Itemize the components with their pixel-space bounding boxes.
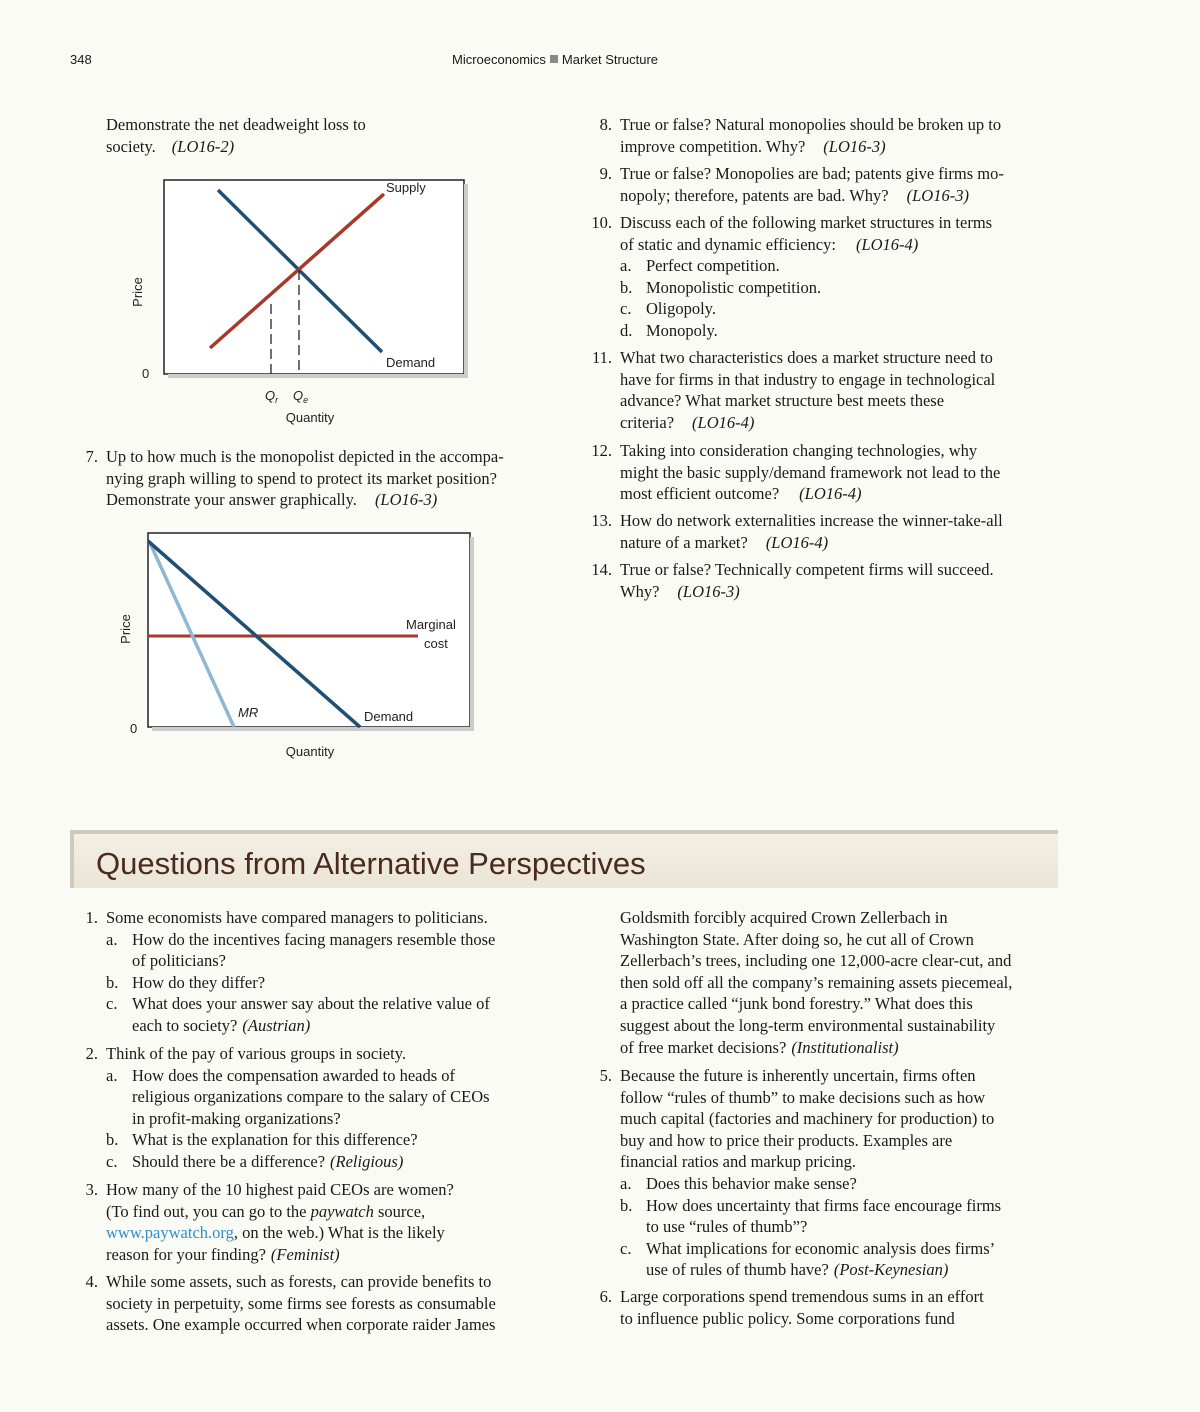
sub-item: b. How does uncertainty that firms face encourage firms to use “rules of thumb”? <box>620 1195 1002 1237</box>
x-axis-label: Quantity <box>285 410 335 425</box>
demand-label: Demand <box>386 355 436 370</box>
perspective-tag: (Post-Keynesian) <box>833 1260 949 1280</box>
question-number: 13. <box>591 511 612 530</box>
sub-item: a. How do the incentives facing managers resemble those of politicians? <box>106 929 496 971</box>
qr-label: $Q_r$ <box>265 388 279 405</box>
perspective-tag: (Religious) <box>330 1151 404 1171</box>
question-line: Discuss each of the following market structures in terms <box>620 213 993 232</box>
qe-label: $Q_e$ <box>293 388 309 405</box>
learning-objective: (LO16-3) <box>906 185 969 205</box>
sub-item: c. Should there be a difference? (Religious) <box>106 1151 404 1171</box>
learning-objective: (LO16-4) <box>799 484 862 504</box>
learning-objective: (LO16-4) <box>692 412 755 432</box>
question-line: of static and dynamic efficiency: (LO16-4) <box>620 234 919 254</box>
sub-item: b. How do they differ? <box>106 972 266 992</box>
question-number: 4. <box>85 1272 98 1291</box>
running-header <box>452 52 658 67</box>
mc-label-2: cost <box>424 636 448 651</box>
sub-item: a. Perfect competition. <box>620 256 780 276</box>
question-number: 3. <box>85 1180 98 1199</box>
question-line: of free market decisions? (Institutionalist) <box>620 1037 899 1057</box>
question-line: Up to how much is the monopolist depicted in the accompa- <box>106 447 504 466</box>
origin-label: 0 <box>142 366 150 381</box>
question-line: society in perpetuity, some firms see forests as consumable <box>106 1293 496 1313</box>
supply-label: Supply <box>386 180 426 195</box>
paywatch-link[interactable]: www.paywatch.org <box>106 1223 234 1243</box>
question-number: 6. <box>599 1287 612 1306</box>
question-line: criteria? (LO16-4) <box>620 412 755 432</box>
sub-item: d. Monopoly. <box>620 320 718 340</box>
question-line: reason for your finding? (Feminist) <box>106 1244 340 1264</box>
question-line: Taking into consideration changing technologies, why <box>620 441 978 460</box>
question-line: have for firms in that industry to engage in technological <box>620 369 996 389</box>
page-number: 348 <box>70 52 92 67</box>
question-line: While some assets, such as forests, can provide benefits to <box>106 1272 492 1291</box>
mr-label: MR <box>238 705 259 720</box>
question-line: much capital (factories and machinery for production) to <box>620 1109 995 1129</box>
origin-label: 0 <box>130 721 138 736</box>
question-number: 8. <box>599 115 612 134</box>
question-number: 2. <box>85 1044 98 1063</box>
question-line: to influence public policy. Some corporations fund <box>620 1308 955 1328</box>
perspective-tag: (Austrian) <box>242 1015 311 1035</box>
question-line: advance? What market structure best meets these <box>620 391 945 411</box>
sub-item: a. How does the compensation awarded to heads of religious organizations compare to the salary of CEOs in profit-making organizations? <box>106 1065 490 1128</box>
section-heading: Questions from Alternative Perspectives <box>96 846 646 881</box>
learning-objective: (LO16-3) <box>823 136 886 156</box>
question-line: then sold off all the company’s remaining assets piecemeal, <box>620 972 1013 992</box>
question-line: Goldsmith forcibly acquired Crown Zellerbach in <box>620 908 948 927</box>
alt-question-4-continued <box>620 907 1070 1058</box>
question-line: True or false? Monopolies are bad; patents give firms mo- <box>620 164 1004 183</box>
question-line: follow “rules of thumb” to make decisions such as how <box>620 1087 986 1107</box>
question-line: buy and how to price their products. Examples are <box>620 1130 953 1150</box>
intro-line: society. (LO16-2) <box>106 136 235 156</box>
learning-objective: (LO16-2) <box>171 136 235 156</box>
monopoly-graph <box>110 525 480 770</box>
question-line: most efficient outcome? (LO16-4) <box>620 484 862 504</box>
question-line: How do network externalities increase the winner-take-all <box>620 511 1003 530</box>
question-line: How many of the 10 highest paid CEOs are women? <box>106 1180 454 1199</box>
question-line: financial ratios and markup pricing. <box>620 1152 856 1172</box>
question-line: True or false? Natural monopolies should be broken up to <box>620 115 1002 134</box>
question-number: 7. <box>85 447 98 466</box>
sub-item: c. What implications for economic analysis does firms’ use of rules of thumb have? (Post-Keynesian) <box>620 1238 996 1280</box>
y-axis-label: Price <box>130 277 145 307</box>
learning-objective: (LO16-4) <box>855 234 919 254</box>
sub-item: a. Does this behavior make sense? <box>620 1173 857 1193</box>
question-line: www.paywatch.org, on the web.) What is the likely <box>106 1223 445 1243</box>
question-line: Washington State. After doing so, he cut all of Crown <box>620 929 974 949</box>
mc-label-1: Marginal <box>406 617 456 632</box>
question-line: Demonstrate your answer graphically. (LO16-3) <box>106 490 438 510</box>
question-line: nature of a market? (LO16-4) <box>620 532 829 552</box>
intro-text <box>106 114 366 157</box>
section-banner <box>70 830 1058 888</box>
sub-item: c. What does your answer say about the relative value of each to society? (Austrian) <box>106 994 490 1035</box>
sub-item: b. Monopolistic competition. <box>620 277 822 297</box>
question-number: 11. <box>591 348 612 367</box>
sub-item: c. Oligopoly. <box>620 299 716 319</box>
question-line: might the basic supply/demand framework not lead to the <box>620 462 1001 482</box>
perspective-tag: (Feminist) <box>270 1244 340 1264</box>
question-line: Because the future is inherently uncertain, firms often <box>620 1066 976 1085</box>
question-line: What two characteristics does a market structure need to <box>620 348 993 367</box>
question-line: Zellerbach’s trees, including one 12,000-acre clear-cut, and <box>620 951 1012 971</box>
perspective-tag: (Institutionalist) <box>791 1037 899 1057</box>
question-line: assets. One example occurred when corporate raider James <box>106 1315 496 1335</box>
learning-objective: (LO16-3) <box>374 490 438 510</box>
intro-line: Demonstrate the net deadweight loss to <box>106 115 366 134</box>
graph1-plot-area <box>164 180 464 374</box>
question-line: True or false? Technically competent firms will succeed. <box>620 560 994 579</box>
question-number: 1. <box>85 908 98 927</box>
question-number: 5. <box>599 1066 612 1085</box>
question-line: Some economists have compared managers to politicians. <box>106 908 488 927</box>
question-number: 14. <box>591 560 612 579</box>
question-number: 12. <box>591 441 612 460</box>
question-line: Think of the pay of various groups in society. <box>106 1044 406 1063</box>
learning-objective: (LO16-4) <box>765 532 829 552</box>
question-line: Why? (LO16-3) <box>620 581 740 601</box>
question-line: Large corporations spend tremendous sums in an effort <box>620 1287 984 1306</box>
sub-item: b. What is the explanation for this difference? <box>106 1130 418 1150</box>
question-line: suggest about the long-term environmental sustainability <box>620 1015 996 1035</box>
section-title-header: Market Structure <box>561 52 659 67</box>
question-line: improve competition. Why? (LO16-3) <box>620 136 886 156</box>
question-line: nying graph willing to spend to protect its market position? <box>106 468 497 488</box>
learning-objective: (LO16-3) <box>677 581 740 601</box>
book-title: Microeconomics <box>452 52 546 67</box>
question-line: (To find out, you can go to the paywatch source, <box>106 1201 426 1221</box>
demand-label: Demand <box>364 709 414 724</box>
y-axis-label: Price <box>118 614 133 644</box>
question-number: 10. <box>591 213 612 232</box>
supply-demand-graph <box>110 170 480 435</box>
question-line: nopoly; therefore, patents are bad. Why? (LO16-3) <box>620 185 969 205</box>
question-line: a practice called “junk bond forestry.” What does this <box>620 994 973 1014</box>
x-axis-label: Quantity <box>285 744 335 759</box>
question-number: 9. <box>599 164 612 183</box>
separator-square-icon <box>550 55 558 63</box>
